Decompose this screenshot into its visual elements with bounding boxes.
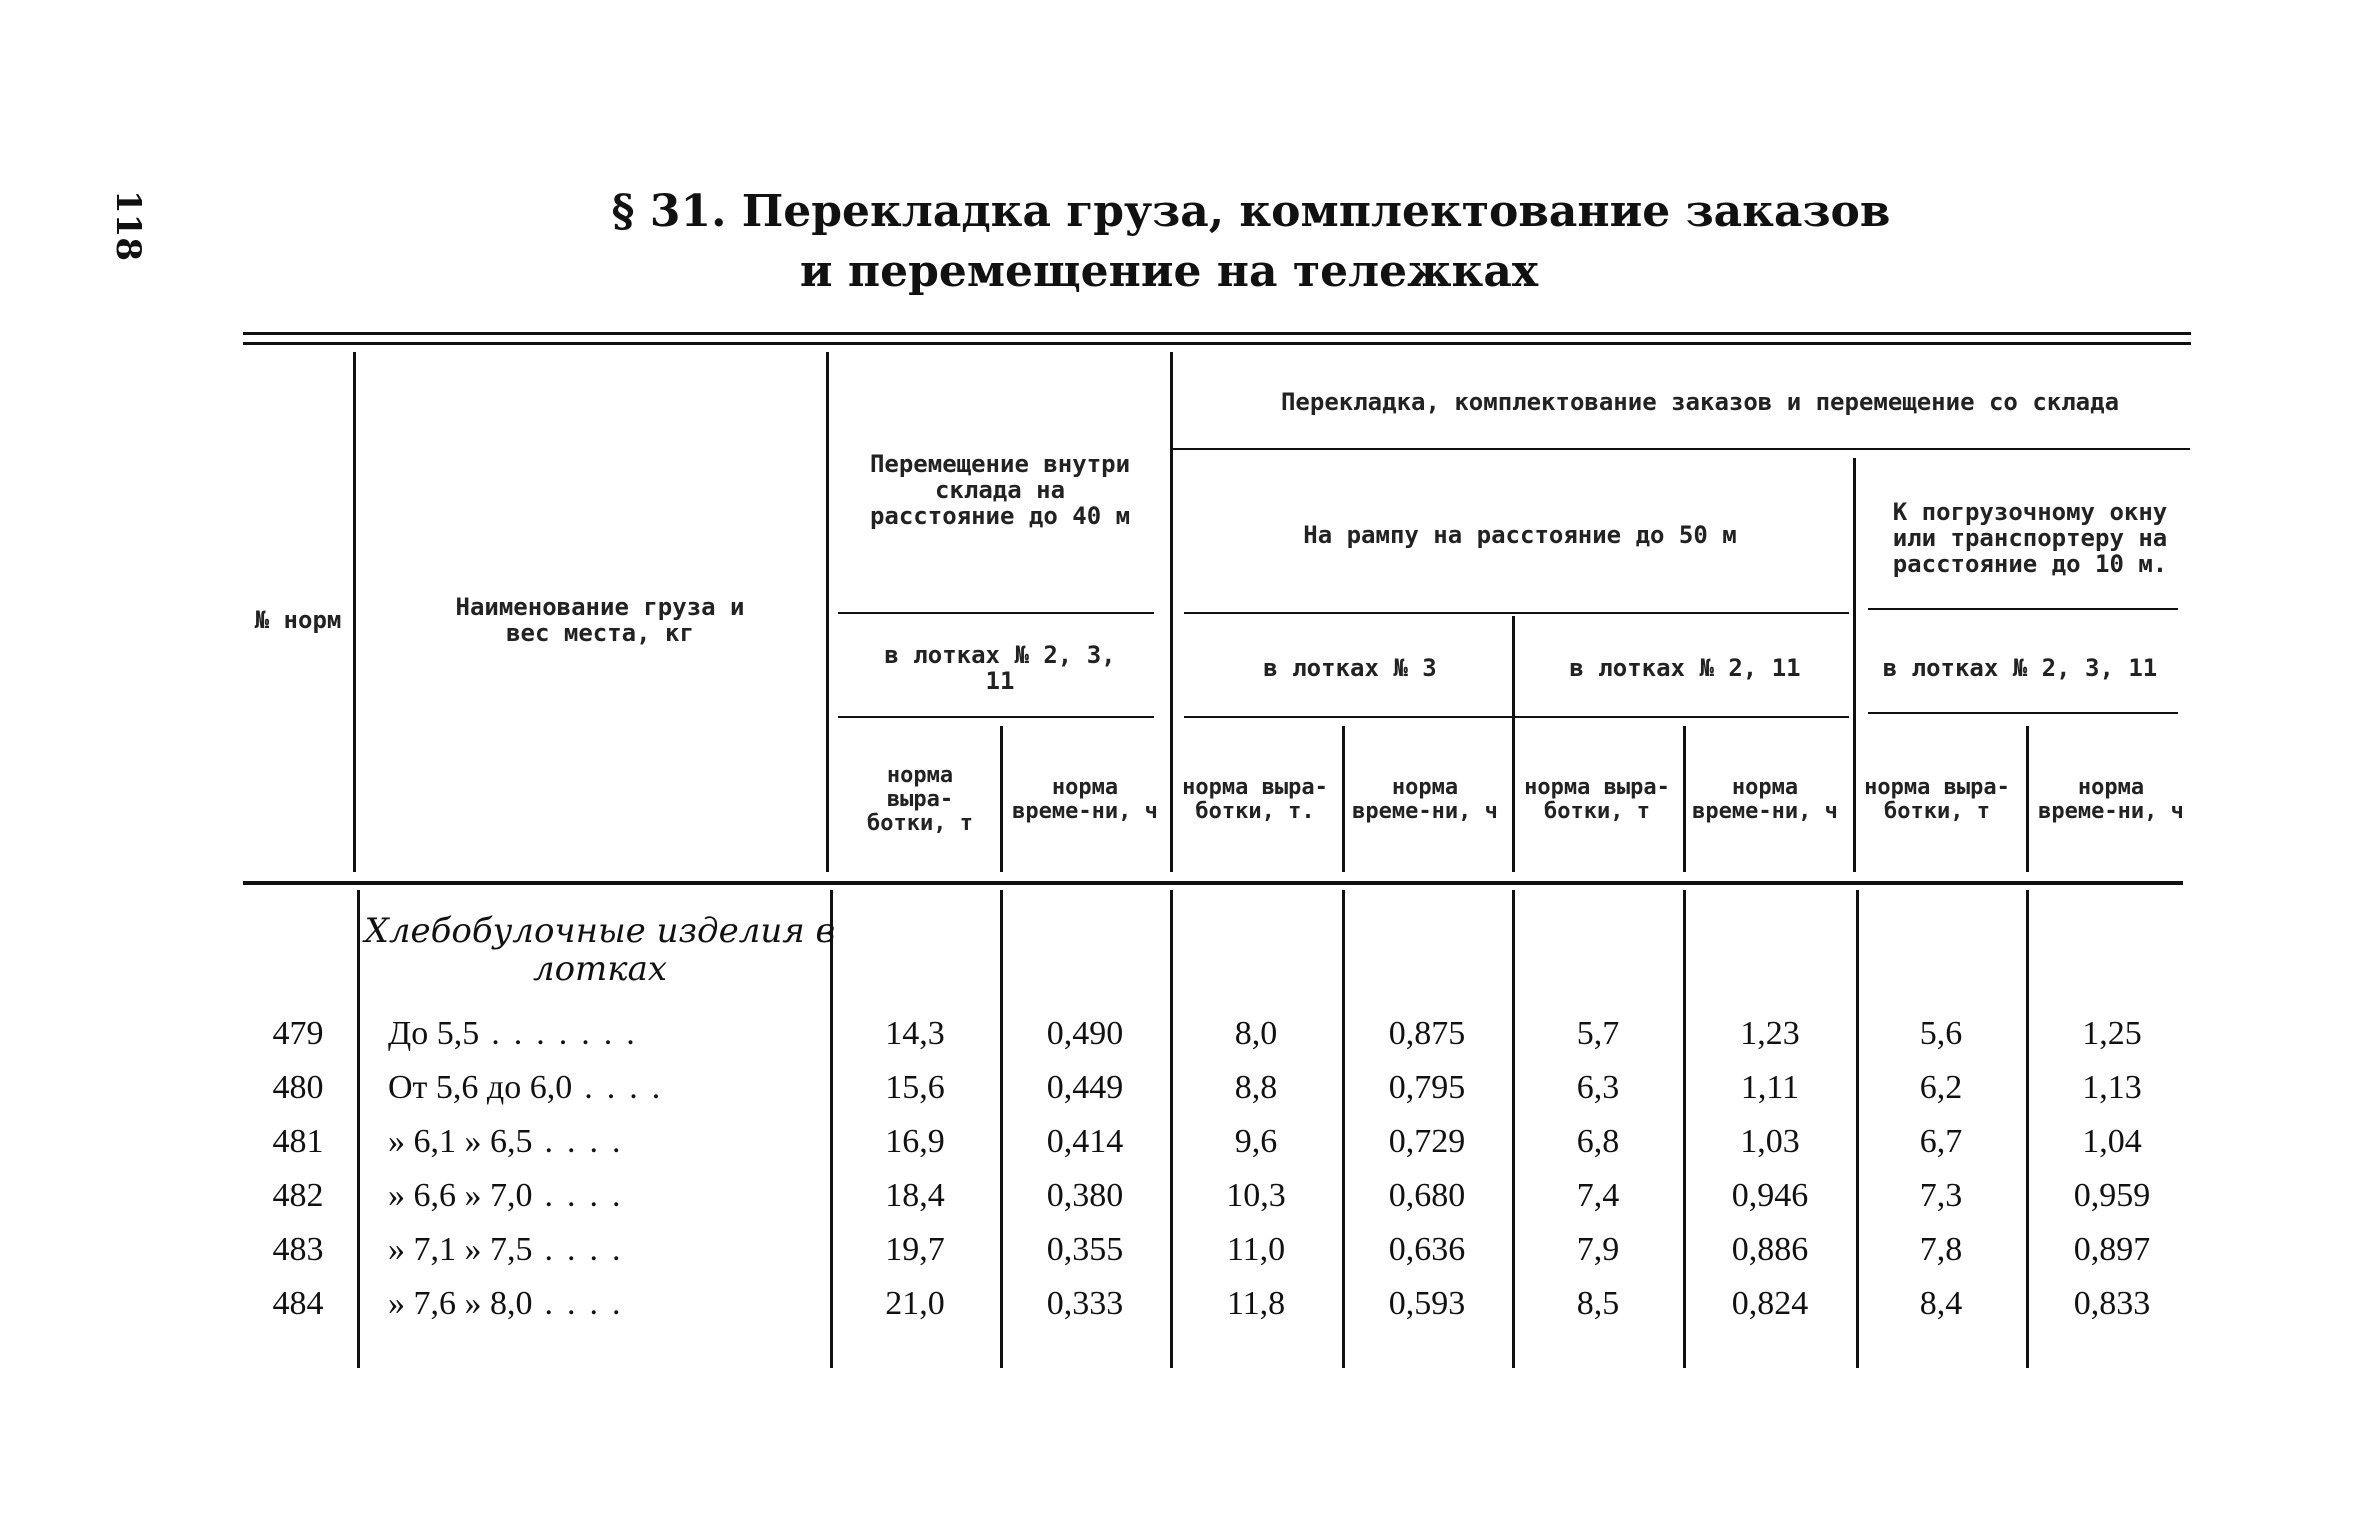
section-title: Хлебобулочные изделия в лотках <box>364 911 836 989</box>
row-value-col-6: 0,824 <box>1731 1285 1809 1322</box>
row-leader-dots: .... <box>544 1123 635 1160</box>
table-row <box>0 1277 2362 1331</box>
header-hline-group <box>1172 448 2190 450</box>
row-value-col-8: 1,13 <box>2082 1069 2142 1106</box>
row-value-col-1: 15,6 <box>885 1069 945 1106</box>
header-name: Наименование груза и вес места, кг <box>455 593 745 647</box>
header-vline-ramp <box>1853 458 1856 872</box>
row-value-col-7: 6,7 <box>1919 1123 1963 1160</box>
header-hline-trays-c <box>1868 712 2178 714</box>
row-name <box>388 1115 828 1169</box>
header-c1-output: норма выра-ботки, т <box>867 763 973 836</box>
row-value-col-1: 14,3 <box>885 1015 945 1052</box>
row-value-col-5: 7,4 <box>1576 1177 1620 1214</box>
header-trays-2-3-11: в лотках № 2, 3, 11 <box>884 641 1116 695</box>
row-value-col-7: 7,8 <box>1919 1231 1963 1268</box>
row-value-col-6: 1,03 <box>1740 1123 1800 1160</box>
header-inner-move: Перемещение внутри склада на расстояние до 40 м <box>869 450 1131 530</box>
row-value-col-4: 0,636 <box>1388 1231 1466 1268</box>
row-value-col-7: 8,4 <box>1919 1285 1963 1322</box>
row-number: 484 <box>272 1285 324 1322</box>
row-name-text: » 7,1 » 7,5 <box>388 1231 533 1268</box>
header-c6-time: норма време-ни, ч <box>1692 775 1838 824</box>
row-name-text: » 6,1 » 6,5 <box>388 1123 533 1160</box>
row-name-text: » 7,6 » 8,0 <box>388 1285 533 1322</box>
header-vline-name <box>826 352 829 872</box>
header-hline-window <box>1868 608 2178 610</box>
header-trays-3: в лотках № 3 <box>1263 654 1437 682</box>
row-number: 482 <box>272 1177 324 1214</box>
row-value-col-6: 1,23 <box>1740 1015 1800 1052</box>
header-c4-time: норма време-ни, ч <box>1352 775 1498 824</box>
row-leader-dots: .... <box>584 1069 675 1106</box>
header-vline-inner <box>1170 352 1173 872</box>
row-number: 480 <box>272 1069 324 1106</box>
header-c2-time: норма време-ни, ч <box>1012 775 1158 824</box>
header-body-rule <box>243 881 2183 885</box>
row-value-col-2: 0,449 <box>1046 1069 1124 1106</box>
header-hline-inner <box>838 612 1154 614</box>
row-value-col-2: 0,380 <box>1046 1177 1124 1214</box>
title-line-2: и перемещение на тележках <box>799 246 1539 297</box>
row-value-col-2: 0,355 <box>1046 1231 1124 1268</box>
row-value-col-3: 10,3 <box>1226 1177 1286 1214</box>
row-value-col-7: 7,3 <box>1919 1177 1963 1214</box>
row-value-col-7: 6,2 <box>1919 1069 1963 1106</box>
table-row <box>0 1007 2362 1061</box>
row-value-col-4: 0,593 <box>1388 1285 1466 1322</box>
row-value-col-5: 6,3 <box>1576 1069 1620 1106</box>
header-vline-num <box>353 352 356 872</box>
page-number: 118 <box>108 190 148 261</box>
row-value-col-2: 0,414 <box>1046 1123 1124 1160</box>
row-value-col-6: 0,946 <box>1731 1177 1809 1214</box>
row-value-col-5: 6,8 <box>1576 1123 1620 1160</box>
row-value-col-3: 9,6 <box>1234 1123 1278 1160</box>
top-rule-1 <box>243 332 2191 335</box>
table-row <box>0 1115 2362 1169</box>
row-number: 481 <box>272 1123 324 1160</box>
row-value-col-6: 0,886 <box>1731 1231 1809 1268</box>
header-c3-output: норма выра-ботки, т. <box>1182 775 1328 824</box>
row-leader-dots: .... <box>544 1231 635 1268</box>
row-name <box>388 1169 828 1223</box>
header-hline-trays-b <box>1184 716 1849 718</box>
row-value-col-2: 0,333 <box>1046 1285 1124 1322</box>
row-name <box>388 1007 828 1061</box>
row-name <box>388 1061 828 1115</box>
row-value-col-8: 1,04 <box>2082 1123 2142 1160</box>
header-hline-ramp <box>1184 612 1849 614</box>
header-hline-trays-a <box>838 716 1154 718</box>
row-value-col-6: 1,11 <box>1740 1069 1800 1106</box>
page-title <box>0 182 2362 302</box>
row-value-col-3: 8,0 <box>1234 1015 1278 1052</box>
header-c5-output: норма выра-ботки, т <box>1524 775 1670 824</box>
row-value-col-4: 0,680 <box>1388 1177 1466 1214</box>
header-num: № норм <box>254 606 342 634</box>
top-rule-2 <box>243 342 2191 345</box>
row-name-text: » 6,6 » 7,0 <box>388 1177 533 1214</box>
row-value-col-8: 0,833 <box>2073 1285 2151 1322</box>
row-value-col-8: 1,25 <box>2082 1015 2142 1052</box>
header-trays-2-3-11-b: в лотках № 2, 3, 11 <box>1882 654 2158 682</box>
table-row <box>0 1169 2362 1223</box>
row-value-col-5: 5,7 <box>1576 1015 1620 1052</box>
row-name-text: До 5,5 <box>388 1015 480 1052</box>
row-value-col-4: 0,875 <box>1388 1015 1466 1052</box>
header-vline-c7 <box>2026 726 2029 872</box>
header-vline-trays3 <box>1512 616 1515 872</box>
header-window: К погрузочному окну или транспортеру на расстояние до 10 м. <box>1892 498 2168 578</box>
row-number: 483 <box>272 1231 324 1268</box>
row-name <box>388 1277 828 1331</box>
row-leader-dots: ....... <box>491 1015 649 1052</box>
row-value-col-1: 16,9 <box>885 1123 945 1160</box>
row-value-col-3: 8,8 <box>1234 1069 1278 1106</box>
row-value-col-3: 11,8 <box>1226 1285 1286 1322</box>
header-ramp: На рампу на расстояние до 50 м <box>1303 521 1737 549</box>
row-name-text: От 5,6 до 6,0 <box>388 1069 573 1106</box>
table-row <box>0 1061 2362 1115</box>
row-number: 479 <box>272 1015 324 1052</box>
row-value-col-5: 8,5 <box>1576 1285 1620 1322</box>
header-c7-output: норма выра-ботки, т <box>1864 775 2010 824</box>
row-value-col-1: 18,4 <box>885 1177 945 1214</box>
table-row <box>0 1223 2362 1277</box>
header-vline-c1 <box>1000 726 1003 872</box>
row-leader-dots: .... <box>544 1177 635 1214</box>
header-vline-c3 <box>1342 726 1345 872</box>
row-value-col-1: 21,0 <box>885 1285 945 1322</box>
header-vline-c5 <box>1683 726 1686 872</box>
row-value-col-7: 5,6 <box>1919 1015 1963 1052</box>
title-line-1: § 31. Перекладка груза, комплектование заказов <box>611 186 1891 237</box>
row-name <box>388 1223 828 1277</box>
row-value-col-4: 0,795 <box>1388 1069 1466 1106</box>
row-value-col-1: 19,7 <box>885 1231 945 1268</box>
header-reload-group: Перекладка, комплектование заказов и перемещение со склада <box>1280 388 2120 416</box>
row-value-col-3: 11,0 <box>1226 1231 1286 1268</box>
row-value-col-8: 0,897 <box>2073 1231 2151 1268</box>
header-trays-2-11: в лотках № 2, 11 <box>1569 654 1801 682</box>
row-leader-dots: .... <box>544 1285 635 1322</box>
row-value-col-8: 0,959 <box>2073 1177 2151 1214</box>
header-c8-time: норма време-ни, ч <box>2038 775 2184 824</box>
row-value-col-4: 0,729 <box>1388 1123 1466 1160</box>
row-value-col-2: 0,490 <box>1046 1015 1124 1052</box>
row-value-col-5: 7,9 <box>1576 1231 1620 1268</box>
